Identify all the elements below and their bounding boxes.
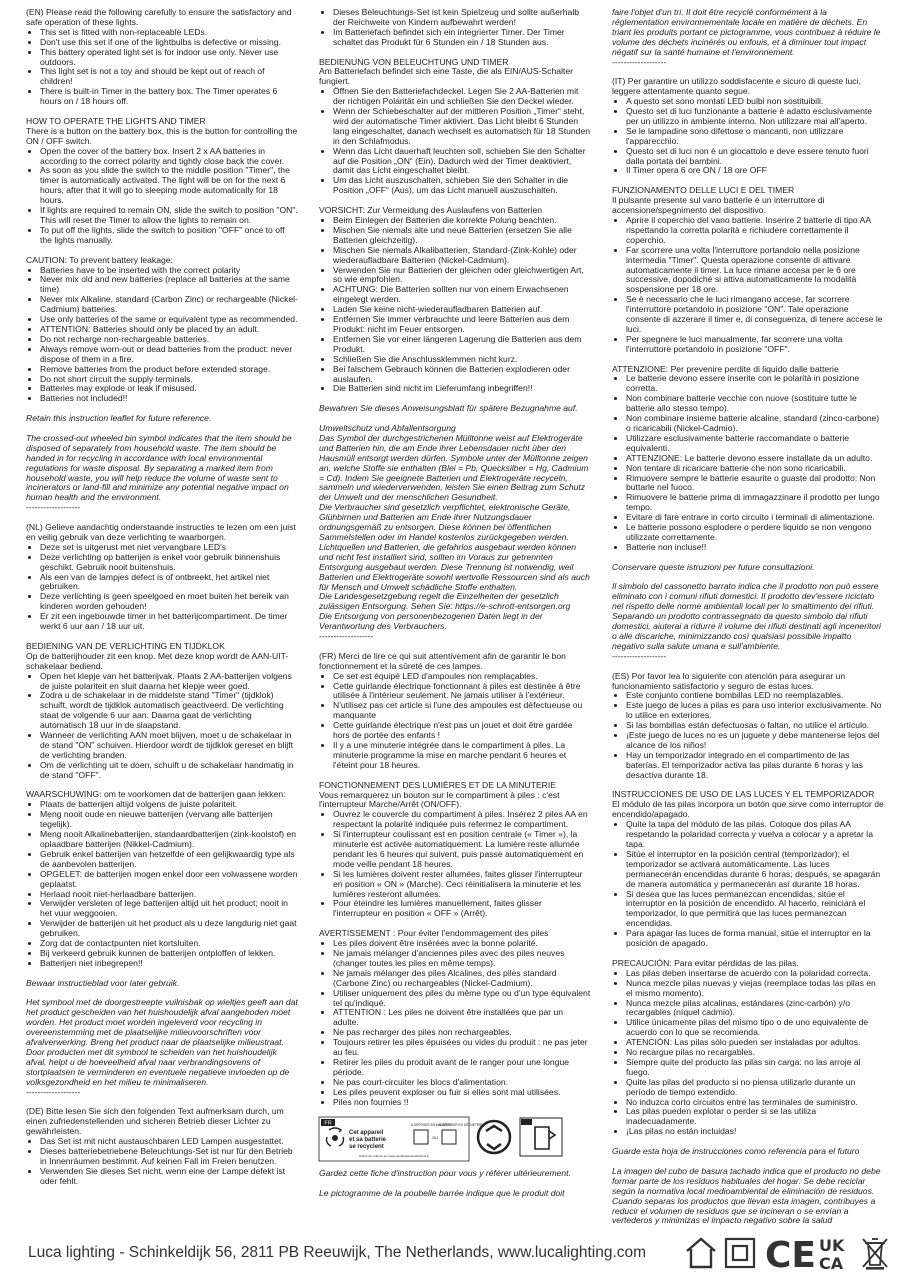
- section-heading: CAUTION: To prevent battery leakage:: [26, 254, 173, 265]
- list-item: • Se le lampadine sono difettose o mancanti, non utilizzare l'apparecchio.: [626, 127, 884, 147]
- text-section: [26, 434, 298, 513]
- text-section: [319, 652, 591, 771]
- list-item: • Questo set di luci non è un giocattolo e deve essere tenuto fuori dalla portata dei bambini.: [626, 147, 884, 167]
- list-item: • Entfernen Sie vor einer längeren Lagerung die Batterien aus dem Produkt.: [333, 335, 591, 355]
- svg-text:Cet appareil: Cet appareil: [349, 1130, 384, 1137]
- text-section: [319, 929, 591, 1107]
- list-item: • Das Set ist mit nicht austauschbaren LED Lampen ausgestattet.: [40, 1137, 298, 1147]
- list-item: • A questo set sono montati LED bulbi non sostituibili.: [626, 97, 884, 107]
- recycling-logos: [319, 1117, 591, 1161]
- list-item: • No induzca corto circuitos entre las terminales de suministro.: [626, 1098, 884, 1108]
- section-heading: PRECAUCIÓN: Para evitar pérdidas de las pilas.: [612, 957, 799, 968]
- text-section: [319, 1189, 591, 1199]
- list-item: • Per spegnere le luci manualmente, far scorrere una volta l'interruttore portandolo in posizione "OFF".: [626, 335, 884, 355]
- list-item: • Batteries have to be inserted with the correct polarity: [40, 266, 298, 276]
- text-section: [319, 404, 591, 414]
- bullet-list: [26, 1137, 298, 1187]
- list-item: • ATENCIÓN: Las pilas sólo pueden ser instaladas por adultos.: [626, 1038, 884, 1048]
- italic-note: La imagen del cubo de basura tachado indica que el producto no debe formar parte de los residuos habituales del hogar. Se debe reciclar según la normativa local medioambiental de eliminación de residuos. Cuando separas los productos que llevan esta imagen, contribuyes a reducir el volumen de residuos que se incineran o se envían a vertederos y minimizas el impacto negativo sobre la salud: [612, 1165, 881, 1226]
- bullet-list: [319, 672, 591, 771]
- certification-marks: [682, 1235, 892, 1276]
- bullet-list: [319, 810, 591, 919]
- bullet-list: [612, 820, 884, 949]
- text-section: [26, 523, 298, 632]
- list-item: • OPGELET: de batterijen mogen enkel door een volwassene worden geplaatst.: [40, 870, 298, 890]
- list-item: • Utiliser uniquement des piles du même type ou d'un type équivalent tel qu'indiqué.: [333, 989, 591, 1009]
- italic-note: The crossed-out wheeled bin symbol indicates that the item should be disposed of separately from household waste. The item should be handed in for recycling in accordance with local environmental regulations for waste disposal. By separating a marked item from household waste, you will help reduce the volume of waste sent to incinerators or land-fill and minimize any potential negative impact on human health and the environment.: [26, 432, 292, 503]
- svg-text:UK: UK: [819, 1236, 845, 1255]
- text-section: [612, 77, 884, 176]
- text-section: [319, 58, 591, 197]
- text-section: [612, 365, 884, 553]
- separator-line: -------------------: [26, 502, 81, 513]
- text-section: [319, 1169, 591, 1179]
- list-item: • Verwenden Sie dieses Set nicht, wenn eine der Lampe defekt ist oder fehlt.: [40, 1167, 298, 1187]
- list-item: • Deze set is uitgerust met niet vervangbare LED's: [40, 543, 298, 553]
- list-item: • Beim Einlegen der Batterien die korrekte Polung beachten.: [333, 216, 591, 226]
- bullet-list: [612, 97, 884, 176]
- list-item: • Sitúe el interruptor en la posición central (temporizador); el temporizador se activará automáticamente. Las luces permanecerán encendidas durante 6 horas; después, se apagarán de manera automática y permanecerán así durante 18 horas.: [626, 850, 884, 890]
- list-item: • Nunca mezcle pilas nuevas y viejas (reemplace todas las pilas en el mismo momento).: [626, 979, 884, 999]
- list-item: • Schließen Sie die Anschlussklemmen nicht kurz.: [333, 355, 591, 365]
- text-section: [612, 672, 884, 781]
- list-item: • Dieses batteriebetriebene Beleuchtungs-Set ist nur für den Betrieb in Innenräumen bestimmt. Auf keinen Fall im Freien benutzen.: [40, 1147, 298, 1167]
- list-item: • Retirer les piles du produit avant de le ranger pour une longue période.: [333, 1058, 591, 1078]
- list-item: • Este conjunto contiene bombillas LED no reemplazables.: [626, 691, 884, 701]
- fr-badge-text: FR: [324, 1120, 332, 1127]
- list-item: • No recargue pilas no recargables.: [626, 1048, 884, 1058]
- bullet-list: [612, 969, 884, 1137]
- italic-note: Umweltschutz und Abfallentsorgung Das Symbol der durchgestrichenen Mülltonne weist auf Elektrogeräte und Batterien hin, die am Ende ihrer Lebensdauer nicht über den Hausmüll entsorgt werden dürfen. Symbole unter der Mülltonne zeigen an, welche Stoffe sie enthalten (Blei = Pb, Quecksilber = Hg, Cadmium = Cd). Indem Sie geeignete Batterien und Elektrogeräte recyceln, sammeln und wiederverwenden, leisten Sie einen Beitrag zum Schutz der Umwelt und der menschlichen Gesundheit. Die Verbraucher sind gesetzlich verpflichtet, elektronische Geräte, Glühbirnen und Batterien am Ende ihrer Nutzungsdauer ordnungsgemäß zu entsorgen. Diese können bei öffentlichen Sammelstellen oder im Handel kostenlos zurückgegeben werden. Lichtquellen und Batterien, die gefahrlos ausgebaut werden können und nicht fest installiert sind, sollten im Voraus zur getrennten Entsorgung ausgebaut werden. Diese Trennung ist notwendig, weil Batterien und Elektrogeräte sowohl wertvolle Ressourcen sind als auch für Mensch und Umwelt schädliche Stoffe enthalten. Die Landesgesetzgebung regelt die Einzelheiten der gesetzlich zulässigen Entsorgung. Sehen Sie: https://e-schrott-entsorgen.org Die Entsorgung von personenbezogenen Daten liegt in der Verantwortung des Verbrauchers.: [319, 423, 590, 632]
- svg-text:Points de collecte sur www.que: Points de collecte sur www.quefairedemesdechets.fr: [359, 1154, 429, 1159]
- section-heading: FUNZIONAMENTO DELLE LUCI E DEL TIMER Il pulsante presente sul vano batterie è un interruttore di accensione/spegnimento del dispositivo.: [612, 185, 825, 216]
- list-item: • Dieses Beleuchtungs-Set ist kein Spielzeug und sollte außerhalb der Reichweite von Kindern aufbewahrt werden!: [333, 8, 591, 28]
- list-item: • If lights are required to remain ON, slide the switch to position "ON". This will reset the Timer to allow the lights to remain on.: [40, 206, 298, 226]
- list-item: • As soon as you slide the switch to the middle position "Timer", the timer is automatically activated. The light will be on for the next 6 hours, after that it will go to sleeping mode automatically for 18 hours.: [40, 166, 298, 206]
- list-item: • ¡Las pilas no están incluidas!: [626, 1127, 884, 1137]
- bullet-list: [26, 800, 298, 968]
- list-item: • ATTENZIONE: Le batterie devono essere installate da un adulto.: [626, 454, 884, 464]
- list-item: • Se è necessario che le luci rimangano accese, far scorrere l'interruttore portandolo in posizione "ON". Tale operazione consente di azzerare il timer e, di conseguenza, di tenere accese le luci.: [626, 295, 884, 335]
- list-item: • Wenn der Schiebeschalter auf der mittleren Position „Timer“ steht, wird der automatische Timer aktiviert. Das Licht bleibt 6 Stunden lang eingeschaltet, danach wechselt es automatisch für 18 Stunden in den Schlafmodus.: [333, 107, 591, 147]
- list-item: • Meng nooit oude en nieuwe batterijen (vervang alle batterijen tegelijk).: [40, 810, 298, 830]
- list-item: • Wanneer de verlichting AAN moet blijven, moet u de schakelaar in de stand "ON" schuiven. Hierdoor wordt de tijdklok gereset en blijft de verlichting branden.: [40, 731, 298, 761]
- italic-note: faire l'objet d'un tri. Il doit être recyclé conformément à la réglementation environnementale locale en matière de déchets. En triant les produits portant ce pictogramme, vous contribuez à réduire le volume des déchets incinérés ou enfouis, et à diminuer tout impact négatif sur la santé humaine et l'environnement.: [612, 7, 881, 57]
- text-section: [612, 563, 884, 573]
- list-item: • Do not short circuit the supply terminals.: [40, 375, 298, 385]
- list-item: • Le batterie devono essere inserite con le polarità in posizione corretta.: [626, 374, 884, 394]
- section-heading: FONCTIONNEMENT DES LUMIÈRES ET DE LA MINUTERIE Vous remarquerez un bouton sur le compartiment à piles : c'est l'interrupteur Marche/Arrêt (ON/OFF).: [319, 779, 560, 810]
- list-item: • Don't use this set if one of the lightbulbs is defective or missing.: [40, 38, 298, 48]
- list-item: • Do not recharge non-rechargeable batteries.: [40, 335, 298, 345]
- text-section: [612, 8, 884, 67]
- section-heading: (ES) Por favor lea lo siguiente con atención para asegurar un funcionamiento satisfactorio y seguro de estas luces.: [612, 670, 846, 691]
- list-item: • Om de verlichting uit te doen, schuift u de schakelaar handmatig in de stand "OFF".: [40, 761, 298, 781]
- list-item: • Quite la tapa del módulo de las pilas. Coloque dos pilas AA respetando la polaridad correcta y vuelva a colocar y a apretar la tapa.: [626, 820, 884, 850]
- list-item: • Ouvrez le couvercle du compartiment à piles. Insérez 2 piles AA en respectant la polarité indiquée puis refermez le compartiment.: [333, 810, 591, 830]
- text-section: [319, 8, 591, 48]
- text-section: [612, 959, 884, 1137]
- bullet-list: [26, 147, 298, 246]
- list-item: • Batterie non incluse!!: [626, 543, 884, 553]
- list-item: • Gebruik enkel batterijen van hetzelfde of een gelijkwaardig type als de aanbevolen batterijen.: [40, 850, 298, 870]
- italic-note: Retain this instruction leaflet for future reference.: [26, 413, 212, 424]
- list-item: • ACHTUNG: Die Batterien sollten nur von einem Erwachsenen eingelegt werden.: [333, 285, 591, 305]
- list-item: • Rimuovere sempre le batterie esaurite o guaste dal prodotto: Non buttarle nel fuoco.: [626, 474, 884, 494]
- list-item: • Quite las pilas del producto si no piensa utilizarlo durante un período de tiempo extendido.: [626, 1078, 884, 1098]
- list-item: • Remove batteries from the product before extended storage.: [40, 365, 298, 375]
- column-3: [612, 8, 884, 1228]
- ukca-mark-icon: [818, 1236, 854, 1273]
- text-section: [26, 8, 298, 107]
- svg-text:OU: OU: [432, 1135, 438, 1141]
- bullet-list: [612, 216, 884, 355]
- text-section: [319, 206, 591, 394]
- list-item: • Hay un temporizador integrado en el compartimento de las baterías. El temporizador activa las pilas durante 6 horas y las desactiva durante 18.: [626, 751, 884, 781]
- section-heading: HOW TO OPERATE THE LIGHTS AND TIMER There is a button on the battery box, this is the button for controlling the ON / OFF switch.: [26, 115, 298, 146]
- list-item: • Öffnen Sie den Batteriefachdeckel. Legen Sie 2 AA-Batterien mit der richtigen Polarität ein und schließen Sie den Deckel wieder.: [333, 87, 591, 107]
- italic-note: Het symbool met de doorgestreepte vuilnisbak op wieltjes geeft aan dat het product gescheiden van het huishoudelijk afval aangeboden moet worden. Het product moet worden ingeleverd voor recycling in overeenstemming met de plaatselijke milieuvoorschriften voor afvalverwerking. Breng het product naar de plaatselijke milieustraat. Door producten met dit symbool te scheiden van het huishoudelijk afval, helpt u de hoeveelheid afval naar verbrandingsovens of stortplaatsen te verminderen en eventuele negatieve invloeden op de volksgezondheid en het milieu te minimaliseren.: [26, 997, 298, 1087]
- list-item: • ATTENTION : Les piles ne doivent être installées que par un adulte.: [333, 1008, 591, 1028]
- class-ii-icon: [724, 1236, 756, 1270]
- svg-text:CE: CE: [765, 1235, 817, 1276]
- list-item: • Open the cover of the battery box. Insert 2 x AA batteries in according to the correct polarity and tightly close back the cover.: [40, 147, 298, 167]
- list-item: • There is built-in Timer in the battery box. The Timer operates 6 hours on / 18 hours off.: [40, 87, 298, 107]
- list-item: • Meng nooit Alkalinebatterijen, standaardbatterijen (zink-koolstof) en oplaadbare batterijen (Nikkel-Cadmium).: [40, 830, 298, 850]
- text-section: [612, 1167, 884, 1226]
- list-item: • Batterijen niet inbegrepen!!: [40, 959, 298, 969]
- list-item: • Far scorrere una volta l'interruttore portandolo nella posizione intermedia "Timer". Questa operazione consente di attivare automaticamente il timer. La luce rimane accesa per le 6 ore successive, dopodiché si attiva automaticamente la modalità sospensione per 18 ore.: [626, 246, 884, 296]
- list-item: • Cette guirlande électrique n'est pas un jouet et doit être gardée hors de portée des enfants !: [333, 721, 591, 741]
- bullet-list: [319, 216, 591, 394]
- text-section: [612, 186, 884, 354]
- list-item: • Deze verlichting op batterijen is enkel voor gebruik binnenshuis geschikt. Gebruik nooit buitenshuis.: [40, 553, 298, 573]
- list-item: • Il y a une minuterie intégrée dans le compartiment à piles. La minuterie programme la mise en marche pendant 6 heures et l'éteint pour 18 heures.: [333, 741, 591, 771]
- list-item: • To put off the lights, slide the switch to position "OFF" once to off the lights manually.: [40, 226, 298, 246]
- list-item: • Open het klepje van het batterijvak. Plaats 2 AA-batterijen volgens de juiste polariteit en sluit daarna het klepje weer goed.: [40, 672, 298, 692]
- section-heading: INSTRUCCIONES DE USO DE LAS LUCES Y EL TEMPORIZADOR El módulo de las pilas incorpora un botón que sirve como interruptor de encendido/apagado.: [612, 789, 884, 820]
- list-item: • Si les lumières doivent rester allumées, faites glisser l'interrupteur en position « ON » (Marche). Ceci réinitialisera la minuterie et les lumières resteront allumées.: [333, 870, 591, 900]
- list-item: • Les piles doivent être insérées avec la bonne polarité.: [333, 939, 591, 949]
- section-heading: (IT) Per garantire un utilizzo soddisfacente e sicuro di queste luci, leggere attentamente quanto segue.: [612, 76, 861, 97]
- list-item: • Er zit een ingebouwde timer in het batterijcompartiment. De timer werkt 6 uur aan / 18 uur uit.: [40, 612, 298, 632]
- text-section: [612, 582, 884, 661]
- list-item: • Siempre quite del producto las pilas sin carga: no las arroje al fuego.: [626, 1058, 884, 1078]
- list-item: • Ce set est équipé LED d'ampoules non remplaçables.: [333, 672, 591, 682]
- bullet-list: [26, 266, 298, 405]
- list-item: • Bei falschem Gebrauch können die Batterien explodieren oder auslaufen.: [333, 365, 591, 385]
- svg-text:se recyclent: se recyclent: [349, 1144, 384, 1151]
- italic-note: Il simbolo del cassonetto barrato indica che il prodotto non può essere eliminato con i comuni rifiuti domestici. Il prodotto dev'essere riciclato nel rispetto delle norme ambientali locali per lo smaltimento dei rifiuti. Separando un prodotto contrassegnato da questo simbolo dai rifiuti domestici, aiuterai a ridurre il volume dei rifiuti destinati agli inceneritori o alle discariche, minimizzando così qualsiasi possibile impatto negativo sulla salute umana e sull'ambiente.: [612, 581, 881, 651]
- bullet-list: [319, 87, 591, 196]
- list-item: • Die Batterien sind nicht im Lieferumfang inbegriffen!!: [333, 384, 591, 394]
- list-item: • Il Timer opera 6 ore ON / 18 ore OFF: [626, 166, 884, 176]
- list-item: • Verwijder de batterijen uit het product als u deze langdurig niet gaat gebruiken.: [40, 919, 298, 939]
- separator-line: -------------------: [319, 631, 374, 642]
- list-item: • Ne jamais mélanger des piles Alcalines, des piles standard (Carbone Zinc) ou rechargeables (Nickel-Cadmium).: [333, 969, 591, 989]
- list-item: • Aprire il coperchio del vano batterie. Inserire 2 batterie di tipo AA rispettando la corretta polarità e richiudere correttamente il coperchio.: [626, 216, 884, 246]
- text-section: [26, 117, 298, 246]
- list-item: • Si desea que las luces permanezcan encendidas, sitúe el interruptor en la posición de encendido. Al hacerlo, reiniciará el temporizador, lo que permitirá que las luces permanezcan encendidas.: [626, 890, 884, 930]
- list-item: • Utilizzare esclusivamente batterie raccomandate o batterie equivalenti.: [626, 434, 884, 454]
- list-item: • Si l'interrupteur coulissant est en position centrale (« Timer »), la minuterie est activée automatiquement. La lumière reste allumée pendant les 6 heures qui suivent, puis passe automatiquement en mode veille pendant 18 heures.: [333, 830, 591, 870]
- section-heading: (EN) Please read the following carefully to ensure the satisfactory and safe operation of these lights.: [26, 7, 292, 27]
- list-item: • Para apagar las luces de forma manual, sitúe el interruptor en la posición de apagado.: [626, 929, 884, 949]
- text-section: [26, 979, 298, 989]
- list-item: • Deze verlichting is geen speelgoed en moet buiten het bereik van kinderen worden gehouden!: [40, 592, 298, 612]
- list-item: • Bij verkeerd gebruik kunnen de batterijen ontploffen of lekken.: [40, 949, 298, 959]
- list-item: • Ne pas court-circuiter les blocs d'alimentation.: [333, 1078, 591, 1088]
- list-item: • Zodra u de schakelaar in de middelste stand "Timer" (tijdklok) schuift, wordt de tijdklok automatisch geactiveerd. De verlichting staat de volgende 6 uur aan. Daarna gaat de verlichting automatisch 18 uur in de slaapstand.: [40, 691, 298, 731]
- list-item: • N'utilisez pas cet article si l'une des ampoules est défectueuse ou manquante: [333, 701, 591, 721]
- list-item: • Mischen Sie niemals alte und neue Batterien (ersetzen Sie alle Batterien gleichzeitig).: [333, 226, 591, 246]
- list-item: • Questo set di luci funzionante a batterie è adatto esclusivamente per un utilizzo in ambiente interno. Non utilizzare mai all'aperto.: [626, 107, 884, 127]
- list-item: • This light set is not a toy and should be kept out of reach of children!: [40, 67, 298, 87]
- separator-line: -------------------: [612, 650, 667, 661]
- list-item: • Ne pas recharger des piles non rechargeables.: [333, 1028, 591, 1038]
- list-item: • Herlaad nooit niet-herlaadbare batterijen.: [40, 890, 298, 900]
- list-item: • Never mix Alkaline, standard (Carbon Zinc) or rechargeable (Nickel-Cadmium) batteries.: [40, 295, 298, 315]
- recycle-arrows-icon: [475, 1117, 513, 1157]
- list-item: • Non combinare batterie vecchie con nuove (sostituire tutte le batterie allo stesso tempo).: [626, 394, 884, 414]
- list-item: • Nunca mezcle pilas alcalinas, estándares (zinc-carbón) y/o recargables (níquel cadmio).: [626, 999, 884, 1019]
- bullet-list: [612, 691, 884, 780]
- list-item: • Non tentare di ricaricare batterie che non sono ricaricabili.: [626, 464, 884, 474]
- list-item: • Cette guirlande électrique fonctionnant à piles est destinée à être utilisée à l'intérieur seulement. Ne jamais utiliser à l'extérieur.: [333, 682, 591, 702]
- text-section: [26, 414, 298, 424]
- list-item: • Plaats de batterijen altijd volgens de juiste polariteit.: [40, 800, 298, 810]
- list-item: • Pour éteindre les lumières manuellement, faites glisser l'interrupteur en position « OFF » (Arrêt).: [333, 899, 591, 919]
- bullet-list: [612, 374, 884, 552]
- list-item: • Never mix old and new batteries (replace all batteries at the same time): [40, 275, 298, 295]
- text-section: [26, 256, 298, 405]
- text-section: [319, 781, 591, 920]
- list-item: • Piles non fournies !!: [333, 1098, 591, 1108]
- section-heading: WAARSCHUWING: om te voorkomen dat de batterijen gaan lekken:: [26, 789, 286, 800]
- list-item: • Um das Licht auszuschalten, schieben Sie den Schalter in die Position „OFF“ (Aus), um das Licht manuell auszuschalten.: [333, 176, 591, 196]
- ce-mark-icon: [764, 1235, 817, 1276]
- list-item: • This set is fitted with non-replaceable LEDs.: [40, 28, 298, 38]
- italic-note: Guarde esta hoja de instrucciones como referencia para el futuro: [612, 1146, 860, 1157]
- instruction-sheet: [26, 8, 886, 1228]
- section-heading: AVERTISSEMENT : Pour éviter l'endommagement des piles: [319, 928, 549, 939]
- list-item: • Rimuovere le batterie prima di immagazzinare il prodotto per lungo tempo.: [626, 493, 884, 513]
- italic-note: Conservare queste istruzioni per future consultazioni.: [612, 561, 815, 572]
- italic-note: Le pictogramme de la poubelle barrée indique que le produit doit: [319, 1188, 565, 1199]
- list-item: • Le batterie possono esplodere o perdere liquido se non vengono utilizzate correttamente.: [626, 523, 884, 543]
- list-item: • Batteries not included!!: [40, 394, 298, 404]
- text-section: [612, 1147, 884, 1157]
- section-heading: VORSICHT: Zur Vermeidung des Auslaufens von Batterien: [319, 205, 543, 216]
- list-item: • Verwenden Sie nur Batterien der gleichen oder gleichwertigen Art, so wie empfohlen.: [333, 266, 591, 286]
- section-heading: BEDIENING VAN DE VERLICHTING EN TIJDKLOK Op de batterijhouder zit een knop. Met deze knop wordt de AAN-UIT-schakelaar bediend.: [26, 640, 289, 671]
- paper-recycling-icon: [519, 1117, 563, 1157]
- list-item: • This battery operated light set is for indoor use only. Never use outdoors.: [40, 48, 298, 68]
- list-item: • Use only batteries of the same or equivalent type as recommended.: [40, 315, 298, 325]
- page-footer: [0, 1232, 906, 1276]
- text-section: [319, 424, 591, 642]
- list-item: • Verwijder versleten of lege batterijen altijd uit het product; nooit in het vuur weggooien.: [40, 899, 298, 919]
- list-item: • Im Batteriefach befindet sich ein integrierter Timer. Der Timer schaltet das Produkt für 6 Stunden ein / 18 Stunden aus.: [333, 28, 591, 48]
- list-item: • Laden Sie keine nicht-wiederaufladbaren Batterien auf.: [333, 305, 591, 315]
- section-heading: ATTENZIONE: Per prevenire perdite di liquido dalle batterie: [612, 363, 839, 374]
- italic-note: Gardez cette fiche d'instruction pour vous y référer ultérieurement.: [319, 1168, 571, 1179]
- house-icon: [682, 1236, 720, 1270]
- section-heading: (NL) Gelieve aandachtig onderstaande instructies te lezen om een juist en veilig gebruik van deze verlichting te waarborgen.: [26, 522, 296, 542]
- text-section: [26, 1107, 298, 1186]
- crossed-bin-icon: [860, 1236, 890, 1270]
- list-item: • ¡Este juego de luces no es un juguete y debe mantenerse lejos del alcance de los niños!: [626, 731, 884, 751]
- bullet-list: [26, 672, 298, 781]
- list-item: • Non combinare insieme batterie alcaline, standard (zinco-carbone) o ricaricabili (Nickel-Cadmio).: [626, 414, 884, 434]
- list-item: • Always remove worn-out or dead batteries from the product: never dispose of them in a fire.: [40, 345, 298, 365]
- list-item: • Les piles peuvent exploser ou fuir si elles sont mal utilisées.: [333, 1088, 591, 1098]
- svg-text:À DÉPOSER EN MAGASIN: À DÉPOSER EN MAGASIN: [411, 1123, 451, 1128]
- list-item: • Las pilas pueden explotar o perder si se las utiliza inadecuadamente.: [626, 1107, 884, 1127]
- list-item: • Si las bombillas están defectuosas o faltan, no utilice el artículo.: [626, 721, 884, 731]
- list-item: • Utilice únicamente pilas del mismo tipo o de uno equivalente de acuerdo con lo que se recomienda.: [626, 1018, 884, 1038]
- bullet-list: [26, 28, 298, 107]
- list-item: • Batteries may explode or leak if misused.: [40, 384, 298, 394]
- svg-text:CA: CA: [819, 1254, 844, 1273]
- list-item: • Ne jamais mélanger d'anciennes piles avec des piles neuves (changer toutes les piles en même temps).: [333, 949, 591, 969]
- section-heading: (FR) Merci de lire ce qui suit attentivement afin de garantir le bon fonctionnement et la sûreté de ces lampes.: [319, 650, 566, 671]
- bullet-list: [319, 8, 591, 48]
- column-1: [26, 8, 298, 1228]
- list-item: • Mischen Sie niemals Alkalibatterien, Standard-(Zink-Kohle) oder wiederaufladbare Batterien (Nickel-Cadmium).: [333, 246, 591, 266]
- bullet-list: [26, 543, 298, 632]
- list-item: • Als een van de lampjes defect is of ontbreekt, het artikel niet gebruiken.: [40, 573, 298, 593]
- column-2: [319, 8, 591, 1228]
- list-item: • Wenn das Licht dauerhaft leuchten soll, schieben Sie den Schalter auf die Position „ON“ (Ein). Dadurch wird der Timer deaktiviert, damit das Licht eingeschaltet bleibt.: [333, 147, 591, 177]
- company-address: Luca lighting - Schinkeldijk 56, 2811 PB Reeuwijk, The Netherlands, www.lucalighting.com: [28, 1244, 647, 1261]
- list-item: • Entfernen Sie immer verbrauchte und leere Batterien aus dem Produkt: nicht im Feuer entsorgen.: [333, 315, 591, 335]
- bullet-list: [319, 939, 591, 1107]
- list-item: • ATTENTION: Batteries should only be placed by an adult.: [40, 325, 298, 335]
- text-section: [26, 998, 298, 1097]
- italic-note: Bewahren Sie dieses Anweisungsblatt für spätere Bezugnahme auf.: [319, 403, 578, 414]
- separator-line: -------------------: [26, 1086, 81, 1097]
- section-heading: BEDIENUNG VON BELEUCHTUNG UND TIMER Am Batteriefach befindet sich eine Taste, die als EIN/AUS-Schalter fungiert.: [319, 56, 573, 87]
- list-item: • Este juego de luces a pilas es para uso interior exclusivamente. No lo utilice en exteriores.: [626, 701, 884, 721]
- section-heading: (DE) Bitte lesen Sie sich den folgenden Text aufmerksam durch, um einen zufriedenstellenden und sicheren Betrieb dieser Lichter zu gewährleisten.: [26, 1106, 284, 1137]
- list-item: • Toujours retirer les piles épuisées ou vides du produit : ne pas jeter au feu.: [333, 1038, 591, 1058]
- svg-text:et sa batterie: et sa batterie: [349, 1137, 387, 1144]
- list-item: • Zorg dat de contactpunten niet kortsluiten.: [40, 939, 298, 949]
- list-item: • Evitare di fare entrare in corto circuito i terminali di alimentazione.: [626, 513, 884, 523]
- triman-recycling-label: [319, 1117, 485, 1161]
- text-section: [26, 790, 298, 968]
- list-item: • Las pilas deben insertarse de acuerdo con la polaridad correcta.: [626, 969, 884, 979]
- svg-text:À DÉPOSER EN DÉCHÈTERIE: À DÉPOSER EN DÉCHÈTERIE: [439, 1123, 485, 1128]
- text-section: [26, 642, 298, 781]
- italic-note: Bewaar instructieblad voor later gebruik.: [26, 977, 180, 988]
- text-section: [612, 790, 884, 949]
- separator-line: -------------------: [612, 56, 667, 67]
